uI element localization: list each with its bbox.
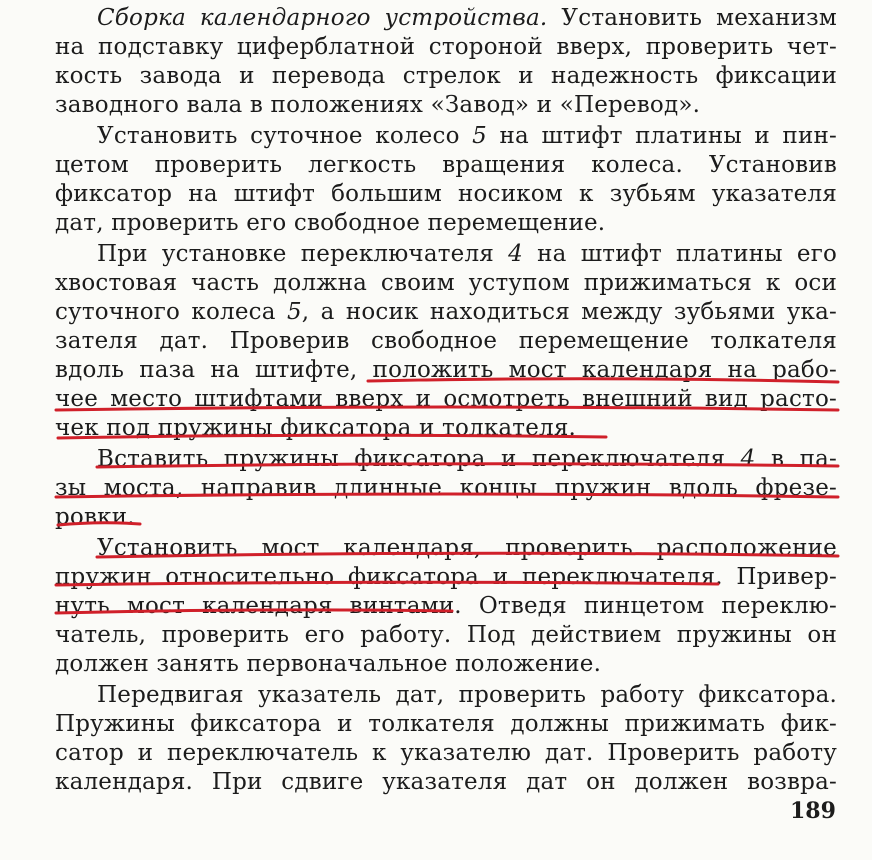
text-line: чек под пружины фиксатора и толкателя. [55,415,577,441]
text-line: При установке переключателя 4 на штифт платины его [97,241,838,267]
text-line: Установить суточное колесо 5 на штифт платины и пин- [97,123,837,149]
text-line: календаря. При сдвиге указателя дат он должен возвра- [55,769,837,795]
section-title: Сборка календарного устройства. [97,5,548,31]
text-line: суточного колеса 5, а носик находиться между зубьями ука- [55,299,837,325]
text-line: нуть мост календаря винтами. Отведя пинцетом переклю- [55,593,837,619]
text-line: должен занять первоначальное положение. [55,651,602,677]
text-line: чатель, проверить его работу. Под действием пружины он [55,622,837,648]
text-line: вдоль паза на штифте, положить мост календаря на рабо- [55,357,837,383]
text-line: ровки. [55,504,135,530]
text-line: Вставить пружины фиксатора и переключателя 4 в па- [97,446,838,472]
text-line: зы моста, направив длинные концы пружин вдоль фрезе- [55,475,837,501]
text-line: Сборка календарного устройства. Установить механизм [97,5,837,31]
text-line: Установить мост календаря, проверить расположение [97,535,837,561]
text-line: фиксатор на штифт большим носиком к зубьям указателя [55,181,837,207]
text-line: заводного вала в положениях «Завод» и «Перевод». [55,92,701,118]
text-line: чее место штифтами вверх и осмотреть внешний вид расто- [55,386,837,412]
text-line: хвостовая часть должна своим уступом прижиматься к оси [55,270,837,296]
text-line: зателя дат. Проверив свободное перемещение толкателя [55,328,837,354]
text-line: Передвигая указатель дат, проверить работу фиксатора. [97,682,837,708]
page-number: 189 [790,798,836,824]
text-line: сатор и переключатель к указателю дат. Проверить работу [55,740,837,766]
text-line: на подставку циферблатной стороной вверх, проверить чет- [55,34,837,60]
text-line: кость завода и перевода стрелок и надежность фиксации [55,63,837,89]
text-line: цетом проверить легкость вращения колеса. Установив [55,152,837,178]
text-line: дат, проверить его свободное перемещение. [55,210,606,236]
text-line: Пружины фиксатора и толкателя должны прижимать фик- [55,711,837,737]
text-line: пружин относительно фиксатора и переключателя. Привер- [55,564,837,590]
